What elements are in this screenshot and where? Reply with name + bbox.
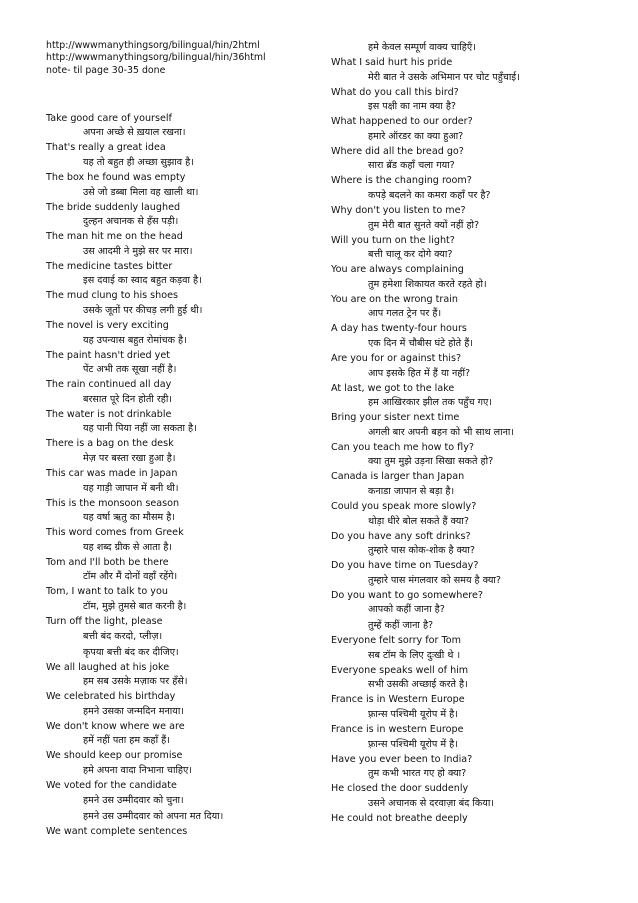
hindi-translation: कनाडा जापान से बड़ा है। — [368, 485, 455, 497]
hindi-translation: बरसात पूरे दिन होती रही। — [83, 393, 172, 405]
hindi-translation: कपड़े बदलने का कमरा कहाँ पर है? — [368, 189, 491, 201]
hindi-translation: हमे केवल सम्पूर्ण वाक्य चाहिएँ। — [368, 42, 476, 53]
right-entries — [331, 56, 631, 825]
english-sentence: What I said hurt his pride — [331, 57, 453, 68]
hindi-translation: कृपया बत्ती बंद कर दीजिए। — [83, 646, 179, 658]
header-block — [46, 40, 314, 77]
hindi-translation: तुम कभी भारत गए हो क्या? — [368, 768, 467, 780]
hindi-translation: आपको कहीं जाना है? — [368, 604, 445, 616]
hindi-translation: दुल्हन अचानक से हँस पड़ी। — [83, 216, 179, 228]
english-sentence: The box he found was empty — [46, 172, 186, 184]
hindi-translation: उसे जो डब्बा मिला वह खाली था। — [83, 186, 199, 198]
english-sentence: France is in Western Europe — [331, 694, 465, 706]
right-column — [331, 40, 631, 825]
english-sentence: Can you teach me how to fly? — [331, 441, 474, 453]
english-sentence: He closed the door suddenly — [331, 783, 469, 795]
english-sentence: Canada is larger than Japan — [331, 471, 465, 483]
hindi-translation: सभी उसकी अच्छाई करते है। — [368, 679, 468, 691]
english-sentence: Are you for or against this? — [331, 352, 462, 364]
english-sentence: This is the monsoon season — [46, 497, 180, 509]
hindi-translation: यह उपन्यास बहुत रोमांचक है। — [83, 334, 187, 346]
english-sentence: Have you ever been to India? — [331, 753, 473, 765]
hindi-translation: फ़्रान्स पश्चिमी यूरोप में है। — [368, 709, 458, 721]
hindi-translation: अगली बार अपनी बहन को भी साथ लाना। — [368, 426, 515, 438]
english-sentence: Bring your sister next time — [331, 412, 460, 424]
english-sentence: That's really a great idea — [46, 142, 166, 154]
english-sentence: The water is not drinkable — [46, 408, 172, 420]
left-column — [46, 40, 314, 838]
english-sentence: The bride suddenly laughed — [46, 201, 181, 213]
hindi-translation: हमने उस उम्मीदवार को चुना। — [83, 794, 184, 806]
hindi-translation: हमारे ऑरडर का क्या हुआ? — [368, 130, 464, 142]
english-sentence: The mud clung to his shoes — [46, 290, 179, 302]
english-sentence: Do you want to go somewhere? — [331, 589, 483, 601]
hindi-translation: क्या तुम मुझे उड़ना सिखा सकते हो? — [368, 456, 494, 468]
hindi-translation: हमे अपना वादा निभाना चाहिए। — [83, 764, 192, 776]
english-sentence: We should keep our promise — [46, 750, 183, 762]
hindi-translation: मेज़ पर बस्ता रखा हुआ है। — [83, 453, 176, 465]
right-lead-translation — [331, 40, 631, 56]
english-sentence: Could you speak more slowly? — [331, 500, 477, 512]
hindi-translation: आप इसके हित में हैं या नहीं? — [368, 367, 471, 379]
english-sentence: Where is the changing room? — [331, 175, 472, 187]
hindi-translation: हम सब उसके मज़ाक पर हँसे। — [83, 676, 188, 688]
header-url-1: http://wwwmanythingsorg/bilingual/hin/2html — [46, 40, 260, 51]
hindi-translation: सब टॉम के लिए दुःखी थे । — [368, 649, 461, 661]
hindi-translation: बत्ती बंद करदो, प्लीज़। — [83, 630, 163, 642]
english-sentence: A day has twenty-four hours — [331, 323, 467, 335]
english-sentence: Why don't you listen to me? — [331, 204, 466, 216]
hindi-translation: यह तो बहुत ही अच्छा सुझाव है। — [83, 157, 194, 169]
english-sentence: Tom, I want to talk to you — [46, 586, 168, 598]
english-sentence: Everyone felt sorry for Tom — [331, 635, 461, 647]
english-sentence: Take good care of yourself — [46, 112, 172, 124]
hindi-translation: उस आदमी ने मुझे सर पर मारा। — [83, 245, 193, 257]
english-sentence: We all laughed at his joke — [46, 661, 170, 673]
english-sentence: Everyone speaks well of him — [331, 664, 469, 676]
english-sentence: This car was made in Japan — [46, 468, 178, 480]
english-sentence: We want complete sentences — [46, 825, 188, 837]
english-sentence: Do you have any soft drinks? — [331, 530, 471, 542]
hindi-translation: हमें नहीं पता हम कहाँ हैं। — [83, 735, 170, 747]
english-sentence: What happened to our order? — [331, 116, 473, 128]
hindi-translation: इस पक्षी का नाम क्या है? — [368, 101, 457, 113]
english-sentence: You are always complaining — [331, 264, 464, 276]
english-sentence: We celebrated his birthday — [46, 691, 176, 703]
hindi-translation: उसने अचानक से दरवाज़ा बंद किया। — [368, 797, 494, 809]
english-sentence: You are on the wrong train — [331, 293, 458, 305]
english-sentence: France is in western Europe — [331, 724, 464, 736]
header-url-2: http://wwwmanythingsorg/bilingual/hin/36html — [46, 52, 266, 64]
hindi-translation: टॉम और मैं दोनों वहाँ रहेंगे। — [83, 571, 178, 583]
hindi-translation: थोड़ा धीरे बोल सकते हैं क्या? — [368, 515, 469, 527]
english-sentence: Turn off the light, please — [46, 615, 163, 627]
hindi-translation: अपना अच्छे से ख़याल रखना। — [83, 127, 186, 139]
english-sentence: He could not breathe deeply — [331, 812, 468, 824]
hindi-translation: आप गलत ट्रेन पर हैं। — [368, 308, 442, 320]
hindi-translation: उसके जूतों पर कीचड़ लगी हुई थी। — [83, 305, 203, 317]
hindi-translation: पेंट अभी तक सूखा नहीं है। — [83, 364, 177, 376]
english-sentence: The rain continued all day — [46, 379, 172, 391]
english-sentence: Will you turn on the light? — [331, 234, 455, 246]
english-sentence: We don't know where we are — [46, 720, 185, 732]
english-sentence: Where did all the bread go? — [331, 145, 464, 157]
english-sentence: Do you have time on Tuesday? — [331, 560, 479, 572]
hindi-translation: हम आखिरकार झील तक पहुँच गए। — [368, 397, 492, 409]
english-sentence: We voted for the candidate — [46, 779, 177, 791]
hindi-translation: तुम्हारे पास मंगलवार को समय है क्या? — [368, 574, 501, 586]
hindi-translation: यह शब्द ग्रीक से आता है। — [83, 541, 172, 553]
english-sentence: What do you call this bird? — [331, 86, 459, 98]
english-sentence: The novel is very exciting — [46, 320, 169, 332]
english-sentence: The medicine tastes bitter — [46, 260, 173, 272]
english-sentence: Tom and I'll both be there — [46, 556, 169, 568]
hindi-translation: यह पानी पिया नहीं जा सकता है। — [83, 423, 197, 435]
hindi-translation: मेरी बात ने उसके अभिमान पर चोट पहुँचाई। — [368, 71, 520, 83]
hindi-translation: फ़्रान्स पश्चिमी यूरोप में है। — [368, 738, 458, 750]
english-sentence: At last, we got to the lake — [331, 382, 455, 394]
hindi-translation: सारा ब्रॅड कहाँ चला गया? — [368, 160, 455, 172]
hindi-translation: इस दवाई का स्वाद बहुत कड़वा है। — [83, 275, 202, 287]
english-sentence: The paint hasn't dried yet — [46, 349, 170, 361]
hindi-translation: एक दिन में चौबीस घंटे होते हैं। — [368, 337, 473, 349]
header-note: note- til page 30-35 done — [46, 64, 166, 76]
hindi-translation: हमने उसका जन्मदिन मनाया। — [83, 705, 184, 717]
hindi-translation: यह वर्षा ऋतु का मौसम है। — [83, 512, 175, 524]
english-sentence: This word comes from Greek — [46, 527, 184, 539]
hindi-translation: बत्ती चालू कर दोगे क्या? — [368, 249, 453, 261]
hindi-translation: टॉम, मुझे तुमसे बात करनी है। — [83, 600, 187, 612]
left-entries — [46, 112, 314, 838]
hindi-translation: हमने उस उम्मीदवार को अपना मत दिया। — [83, 810, 224, 822]
hindi-translation: तुम मेरी बात सुनते क्यों नहीं हो? — [368, 219, 480, 231]
hindi-translation: तुम्हारे पास कोक-शोक है क्या? — [368, 545, 475, 557]
hindi-translation: यह गाड़ी जापान में बनी थी। — [83, 482, 179, 494]
hindi-translation: तुम्हें कहीं जाना है? — [368, 620, 434, 632]
english-sentence: There is a bag on the desk — [46, 438, 174, 450]
english-sentence: The man hit me on the head — [46, 231, 183, 243]
hindi-translation: तुम हमेशा शिकायत करते रहते हो। — [368, 278, 487, 290]
